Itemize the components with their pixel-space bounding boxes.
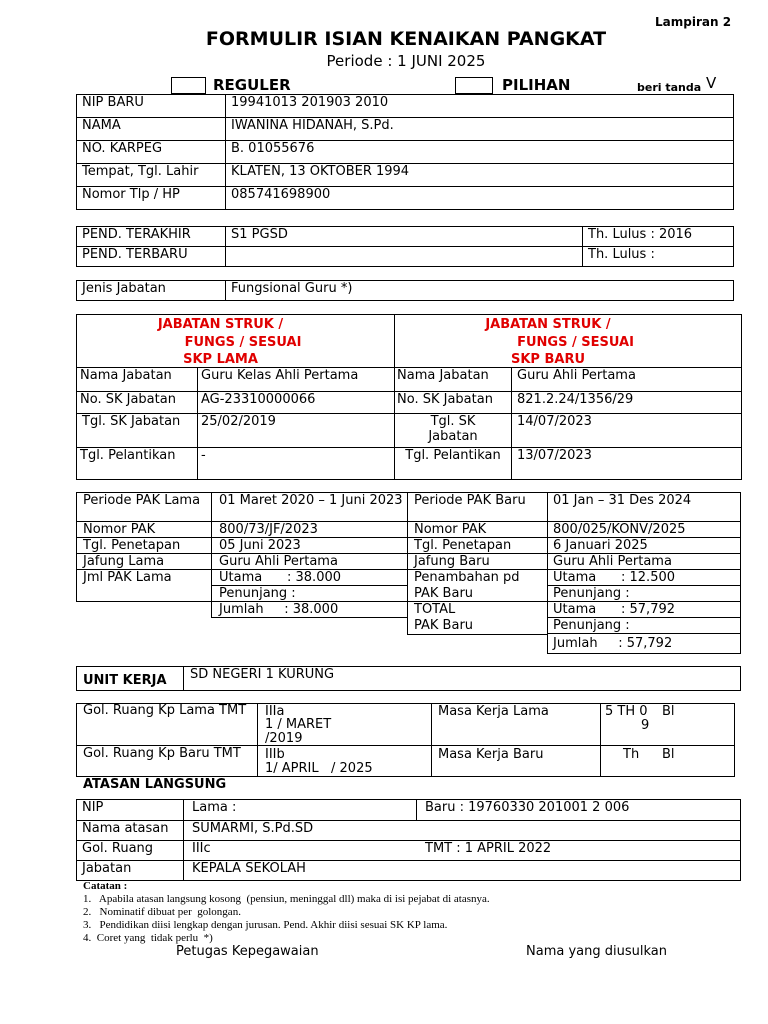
- identity-label: Tempat, Tgl. Lahir: [77, 164, 226, 187]
- pak-baru-jafung-label: Jafung Baru: [414, 554, 490, 569]
- pak-lama-jafung-value: Guru Ahli Pertama: [219, 554, 338, 569]
- pak-lama-tgl-value: 05 Juni 2023: [219, 538, 301, 553]
- education-lulus: Th. Lulus :: [583, 247, 734, 267]
- skp-lama-label: Tgl. Pelantikan: [77, 448, 198, 480]
- gol-lama-gol: IIIa: [265, 704, 285, 719]
- check-mark: V: [706, 74, 717, 92]
- skp-lama-value: Guru Kelas Ahli Pertama: [198, 368, 395, 392]
- atasan-nip-label: NIP: [77, 800, 184, 821]
- skp-baru-value: 821.2.24/1356/29: [512, 392, 742, 414]
- pak-baru-penunjang2: Penunjang :: [553, 618, 630, 633]
- skp-table: [76, 314, 742, 480]
- atasan-gol-value: IIIc: [192, 841, 211, 856]
- gol-lama-tmt: 1 / MARET /2019: [265, 717, 332, 746]
- pilihan-checkbox[interactable]: [455, 77, 493, 94]
- atasan-gol-cell: [184, 841, 741, 861]
- education-label: PEND. TERAKHIR: [77, 227, 226, 247]
- masa-kerja-baru-label: Masa Kerja Baru: [438, 747, 544, 762]
- masa-kerja-lama-bl-value: 9: [641, 718, 650, 733]
- lampiran-label: Lampiran 2: [655, 15, 732, 29]
- jenis-jabatan-label: Jenis Jabatan: [77, 281, 226, 301]
- beri-tanda-label: beri tanda: [637, 81, 702, 94]
- identity-value: 19941013 201903 2010: [226, 95, 734, 118]
- pak-baru-utama2: Utama : 57,792: [553, 602, 676, 617]
- skp-lama-label: No. SK Jabatan: [77, 392, 198, 414]
- skp-lama-label: Nama Jabatan: [77, 368, 198, 392]
- skp-baru-value: 13/07/2023: [512, 448, 742, 480]
- skp-lama-value: 25/02/2019: [198, 414, 395, 448]
- pak-baru-jumlah: Jumlah : 57,792: [553, 636, 673, 651]
- education-table: [76, 226, 734, 267]
- pak-baru-nomor-label: Nomor PAK: [414, 522, 487, 537]
- identity-label: Nomor Tlp / HP: [77, 187, 226, 210]
- reguler-checkbox[interactable]: [171, 77, 206, 94]
- catatan-item: 2. Nominatif dibuat per golongan.: [83, 906, 241, 918]
- unit-kerja-value: SD NEGERI 1 KURUNG: [190, 667, 335, 682]
- identity-table: [76, 94, 734, 210]
- pak-lama-utama: Utama : 38.000: [219, 570, 342, 585]
- atasan-nip-baru: Baru : 19760330 201001 2 006: [417, 800, 741, 821]
- atasan-table: [76, 799, 741, 881]
- identity-label: NO. KARPEG: [77, 141, 226, 164]
- masa-kerja-lama-th: 5 TH 0: [605, 704, 648, 719]
- pak-baru-periode-value: 01 Jan – 31 Des 2024: [553, 493, 692, 508]
- pak-lama-jafung-label: Jafung Lama: [83, 554, 165, 569]
- pak-baru-tgl-label: Tgl. Penetapan: [414, 538, 512, 553]
- atasan-jabatan-value: KEPALA SEKOLAH: [184, 861, 741, 881]
- pak-lama-jumlah: Jumlah : 38.000: [219, 602, 339, 617]
- catatan-item: 1. Apabila atasan langsung kosong (pensiun, meninggal dll) maka di isi pejabat di atasnya.: [83, 893, 490, 905]
- pak-baru-penunjang1: Penunjang :: [553, 586, 630, 601]
- identity-value: KLATEN, 13 OKTOBER 1994: [226, 164, 734, 187]
- pak-lama-periode-value: 01 Maret 2020 – 1 Juni 2023: [219, 493, 403, 508]
- identity-label: NAMA: [77, 118, 226, 141]
- skp-baru-label: Tgl. SK Jabatan: [395, 414, 512, 448]
- skp-baru-value: Guru Ahli Pertama: [512, 368, 742, 392]
- skp-lama-label: Tgl. SK Jabatan: [77, 414, 198, 448]
- pak-lama-periode-label: Periode PAK Lama: [83, 493, 201, 508]
- education-lulus: Th. Lulus : 2016: [583, 227, 734, 247]
- jenis-jabatan-value: Fungsional Guru *): [226, 281, 734, 301]
- pak-baru-total-label: TOTAL PAK Baru: [414, 602, 474, 633]
- pak-lama-tgl-label: Tgl. Penetapan: [83, 538, 181, 553]
- catatan-title: Catatan :: [83, 880, 128, 892]
- skp-baru-value: 14/07/2023: [512, 414, 742, 448]
- skp-baru-label: Tgl. Pelantikan: [395, 448, 512, 480]
- pak-baru-jafung-value: Guru Ahli Pertama: [553, 554, 672, 569]
- pilihan-label: PILIHAN: [502, 76, 571, 94]
- skp-lama-value: AG-23310000066: [198, 392, 395, 414]
- pak-baru-penambahan-label: Penambahan pd PAK Baru: [414, 570, 520, 601]
- reguler-label: REGULER: [213, 76, 291, 94]
- atasan-jabatan-label: Jabatan: [77, 861, 184, 881]
- catatan-item: 4. Coret yang tidak perlu *): [83, 932, 213, 944]
- skp-baru-header-line: JABATAN STRUK /: [485, 317, 611, 332]
- gol-baru-label: Gol. Ruang Kp Baru TMT: [83, 746, 241, 761]
- catatan-item: 3. Pendidikan diisi lengkap dengan jurusan. Pend. Akhir diisi sesuai SK KP lama.: [83, 919, 448, 931]
- masa-kerja-lama-bl: Bl: [662, 704, 675, 719]
- pak-lama-nomor-label: Nomor PAK: [83, 522, 156, 537]
- gol-lama-label: Gol. Ruang Kp Lama TMT: [83, 703, 247, 718]
- pak-baru-nomor-value: 800/025/KONV/2025: [553, 522, 686, 537]
- identity-value: 085741698900: [226, 187, 734, 210]
- atasan-nama-value: SUMARMI, S.Pd.SD: [184, 821, 741, 841]
- identity-value: B. 01055676: [226, 141, 734, 164]
- gol-baru-tmt: 1/ APRIL / 2025: [265, 761, 373, 776]
- atasan-tmt: TMT : 1 APRIL 2022: [425, 841, 552, 856]
- masa-kerja-baru-bl: Bl: [662, 747, 675, 762]
- skp-baru-label: Nama Jabatan: [395, 368, 512, 392]
- education-label: PEND. TERBARU: [77, 247, 226, 267]
- atasan-gol-label: Gol. Ruang: [77, 841, 184, 861]
- skp-lama-header-line: FUNGS / SESUAI: [184, 335, 302, 350]
- masa-kerja-lama-label: Masa Kerja Lama: [438, 704, 549, 719]
- atasan-nip-lama: Lama :: [184, 800, 417, 821]
- identity-value: IWANINA HIDANAH, S.Pd.: [226, 118, 734, 141]
- skp-baru-header-line: FUNGS / SESUAI: [517, 335, 634, 350]
- skp-lama-header: [77, 315, 395, 368]
- pak-lama-penunjang: Penunjang :: [219, 586, 296, 601]
- atasan-nama-label: Nama atasan: [77, 821, 184, 841]
- pak-baru-tgl-value: 6 Januari 2025: [553, 538, 648, 553]
- pak-baru-periode-label: Periode PAK Baru: [414, 493, 526, 508]
- form-title: FORMULIR ISIAN KENAIKAN PANGKAT: [205, 28, 607, 50]
- skp-baru-label: No. SK Jabatan: [395, 392, 512, 414]
- skp-baru-header-line: SKP BARU: [510, 352, 586, 367]
- periode-label: Periode : 1 JUNI 2025: [326, 52, 486, 70]
- identity-label: NIP BARU: [77, 95, 226, 118]
- skp-baru-header: [395, 315, 742, 368]
- pak-lama-jml-label: Jml PAK Lama: [83, 570, 172, 585]
- pak-baru-utama1: Utama : 12.500: [553, 570, 676, 585]
- skp-lama-header-line: SKP LAMA: [183, 352, 258, 367]
- education-value: S1 PGSD: [226, 227, 583, 247]
- gol-baru-gol: IIIb: [265, 747, 285, 762]
- atasan-title: ATASAN LANGSUNG: [83, 777, 227, 792]
- skp-lama-header-line: JABATAN STRUK /: [157, 317, 284, 332]
- education-value: [226, 247, 583, 267]
- petugas-label: Petugas Kepegawaian: [176, 944, 319, 959]
- jenis-jabatan-table: [76, 280, 734, 301]
- skp-lama-value: -: [198, 448, 395, 480]
- diusulkan-label: Nama yang diusulkan: [526, 944, 667, 959]
- unit-kerja-label: UNIT KERJA: [83, 673, 167, 688]
- pak-lama-nomor-value: 800/73/JF/2023: [219, 522, 318, 537]
- masa-kerja-baru-th: Th: [623, 747, 640, 762]
